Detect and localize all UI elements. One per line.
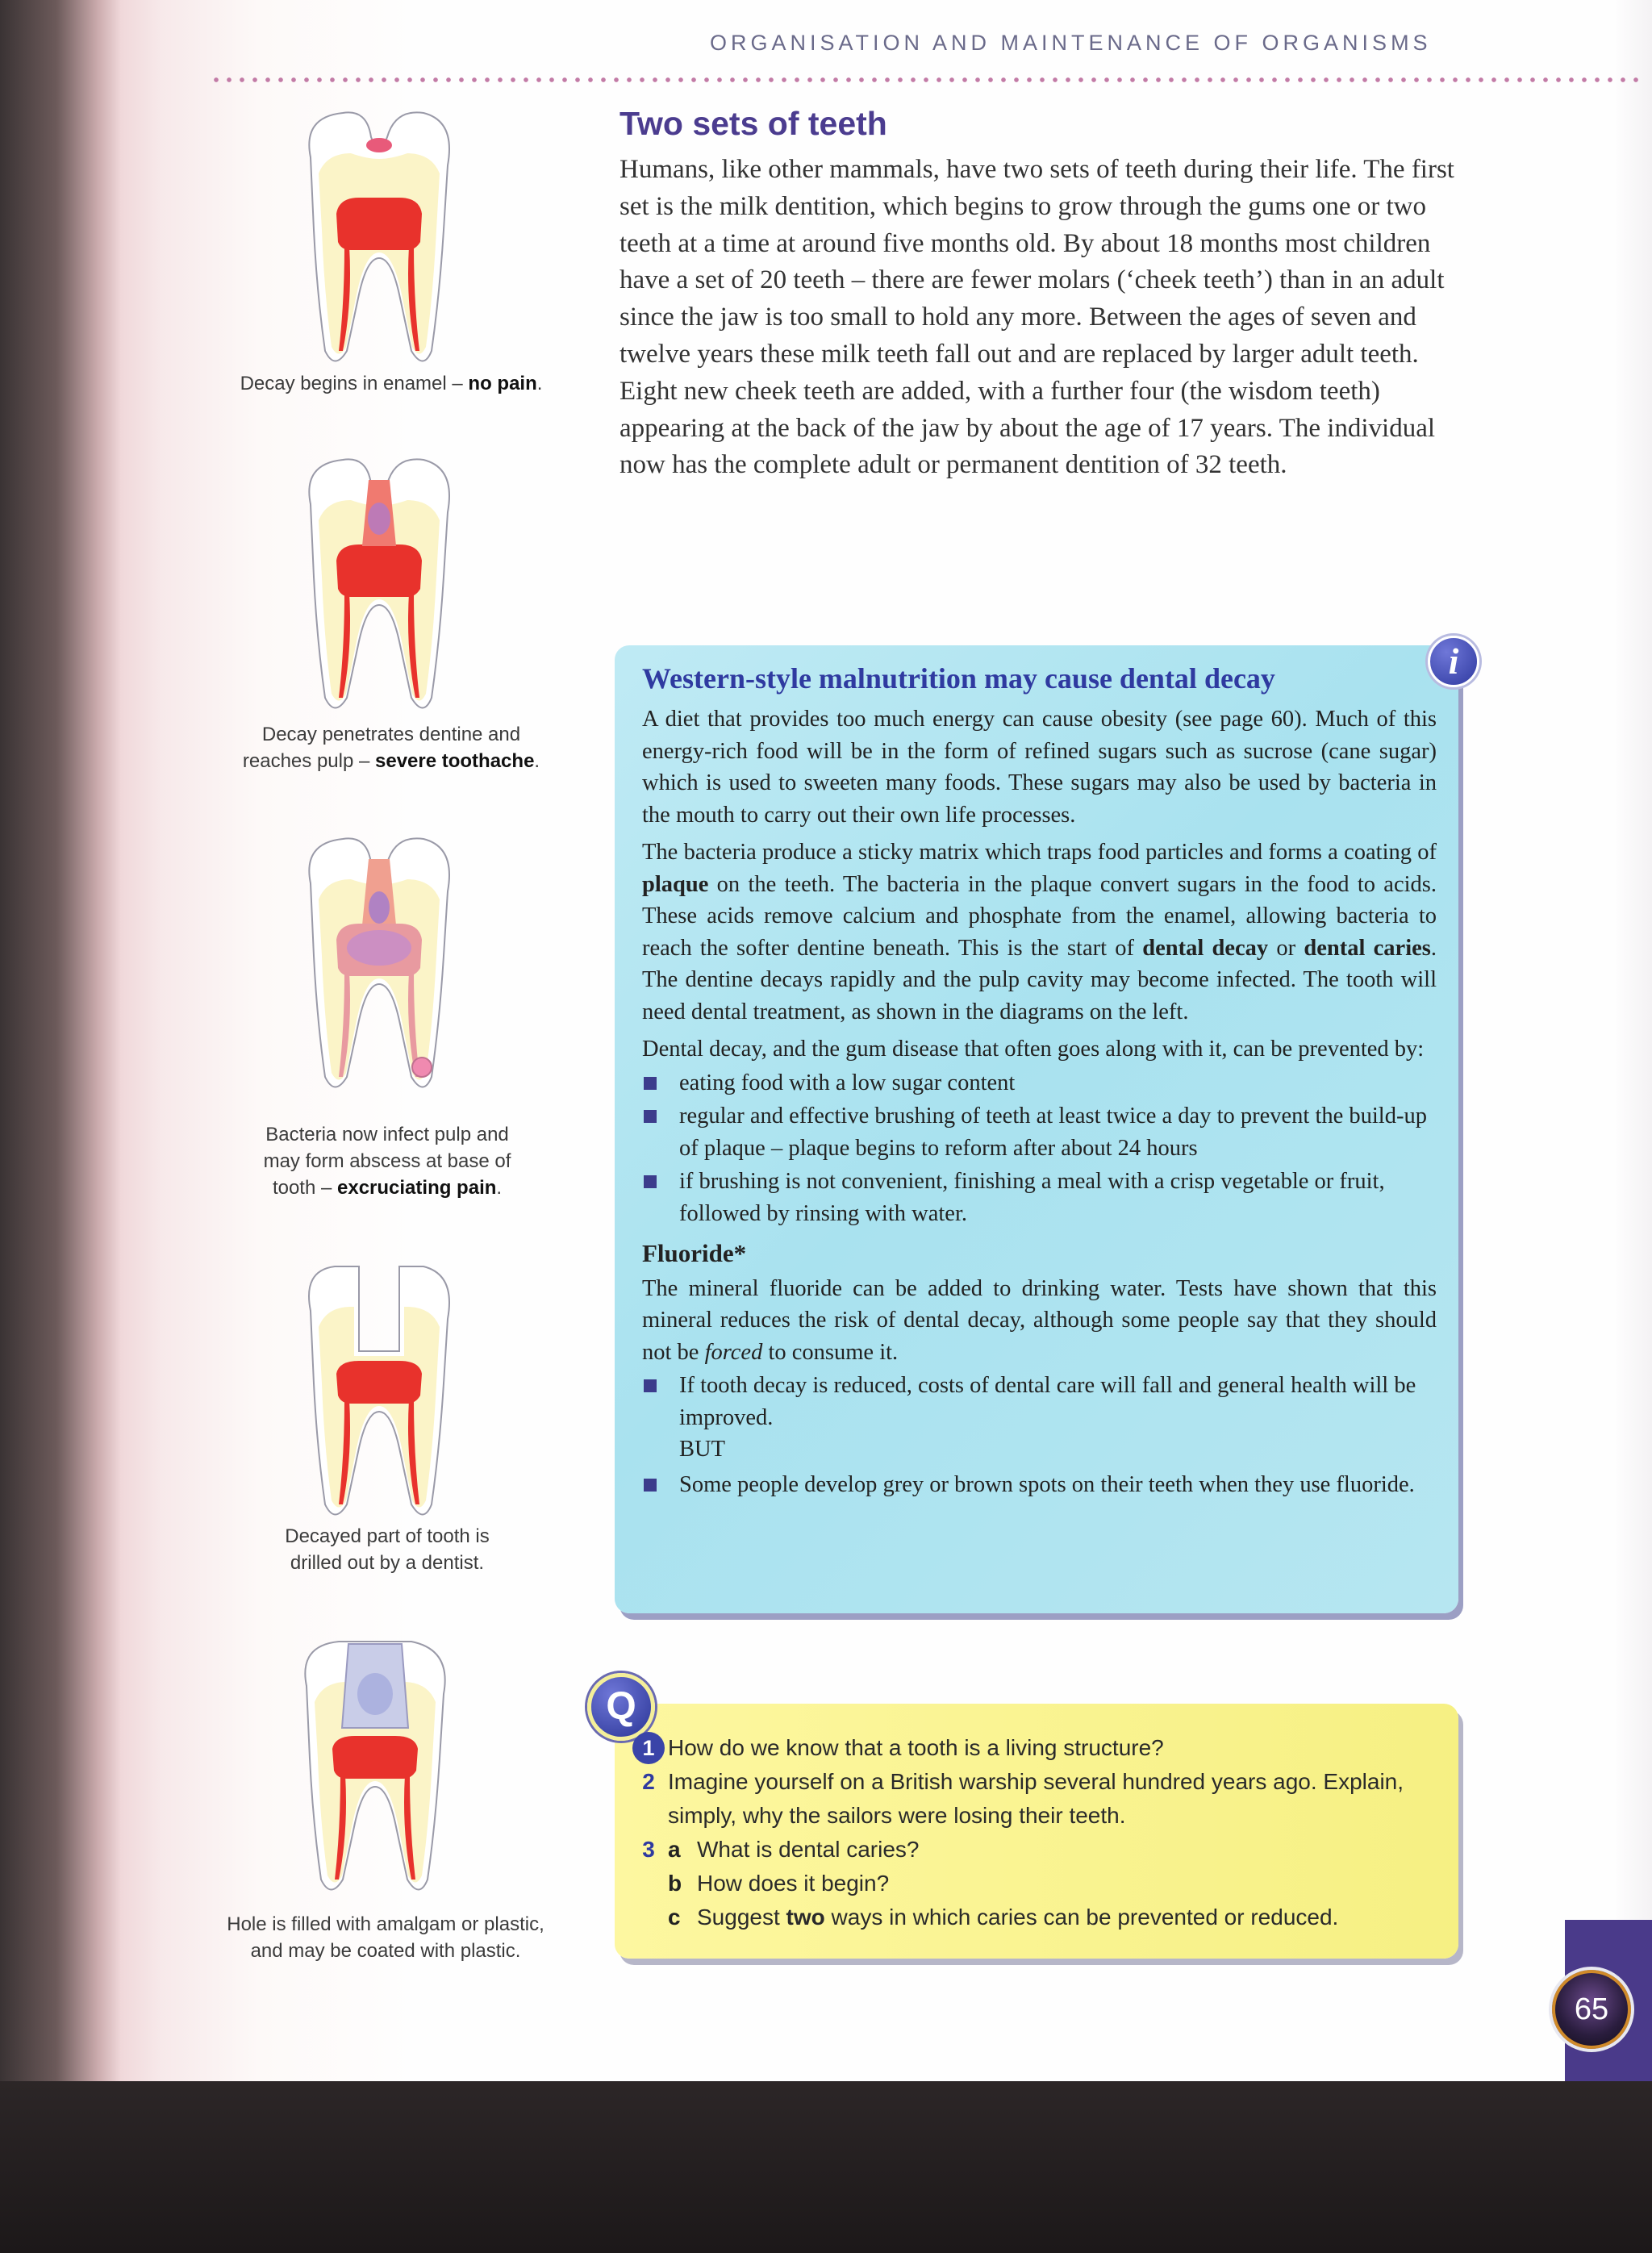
question-3b: b How does it begin? [668, 1871, 890, 1896]
list-item: If tooth decay is reduced, costs of dental care will fall and general health will be improved. [642, 1370, 1437, 1433]
caption-drilled: Decayed part of tooth is drilled out by a dentist. [285, 1525, 490, 1574]
section-title: Two sets of teeth [620, 105, 887, 142]
info-box-title: Western-style malnutrition may cause dental decay [642, 662, 1275, 695]
running-head: ORGANISATION AND MAINTENANCE OF ORGANISMS [710, 31, 1432, 55]
caption-decay-enamel: Decay begins in enamel – no pain. [240, 373, 543, 394]
caption-filled: Hole is filled with amalgam or plastic, and may be coated with plastic. [227, 1913, 544, 1962]
tooth-diagram-drilled [294, 1262, 464, 1521]
fluoride-paragraph: The mineral fluoride can be added to drinking water. Tests have shown that this mineral reduces the risk of dental decay, although some people say that they should not be forced to consume it. [642, 1275, 1437, 1365]
caption-abscess: Bacteria now infect pulp and may form abscess at base of tooth – excruciating pain. [263, 1124, 511, 1199]
question-1: 1 How do we know that a tooth is a living structure? [629, 1731, 1444, 1765]
question-icon: Q [587, 1673, 655, 1741]
tooth-diagram-filled [290, 1638, 460, 1904]
tooth-diagram-decay-pulp [294, 456, 464, 714]
list-item: if brushing is not convenient, finishing a meal with a crisp vegetable or fruit, followed by rinsing with water. [642, 1166, 1437, 1229]
questions-list [629, 1731, 1444, 1934]
info-paragraph-1: A diet that provides too much energy can cause obesity (see page 60). Much of this energy-rich food will be in the form of refined sugars such as sucrose (cane sugar) which is used to sweeten many foods. These sugars may also be used by bacteria in the mouth to carry out their own life processes. [642, 707, 1437, 828]
question-3a: 3 a What is dental caries? [642, 1837, 920, 1862]
info-paragraph-2: The bacteria produce a sticky matrix which traps food particles and forms a coating of plaque on the teeth. The bacteria in the plaque convert sugars in the food to acids. These acids remove calcium and phosphate from the enamel, allowing bacteria to reach the softer dentine beneath. This is the start of dental decay or dental caries. The dentine decays rapidly and the pulp cavity may become infected. The tooth will need dental treatment, as shown in the diagrams on the left. [642, 840, 1437, 1024]
list-item: eating food with a low sugar content [642, 1067, 1437, 1099]
fluoride-list [642, 1370, 1437, 1433]
fluoride-list-2 [642, 1469, 1437, 1501]
scan-background [0, 2081, 1652, 2253]
tooth-diagram-decay-enamel [294, 109, 464, 367]
prevention-list [642, 1067, 1437, 1230]
caption-decay-pulp: Decay penetrates dentine and reaches pulp – severe toothache. [242, 724, 540, 772]
but-label: BUT [679, 1437, 725, 1462]
info-icon: i [1428, 636, 1479, 687]
question-3c: c Suggest two ways in which caries can be prevented or reduced. [668, 1905, 1339, 1930]
info-box-body [642, 703, 1437, 1505]
list-item: regular and effective brushing of teeth at least twice a day to prevent the build-up of plaque – plaque begins to reform after about 24 hours [642, 1100, 1437, 1164]
dotted-rule [210, 77, 1646, 83]
info-paragraph-3: Dental decay, and the gum disease that often goes along with it, can be prevented by: [642, 1037, 1425, 1062]
fluoride-heading: Fluoride* [642, 1239, 747, 1267]
page-number: 65 [1549, 1967, 1634, 2052]
question-2: 2 Imagine yourself on a British warship several hundred years ago. Explain, simply, why the sailors were losing their teeth. [642, 1769, 1404, 1828]
list-item: Some people develop grey or brown spots on their teeth when they use fluoride. [642, 1469, 1437, 1501]
intro-paragraph: Humans, like other mammals, have two sets of teeth during their life. The first set is the milk dentition, which begins to grow through the gums one or two teeth at a time at around five months old. By about 18 months most children have a set of 20 teeth – there are fewer molars (‘cheek teeth’) than in an adult since the jaw is too small to hold any more. Between the ages of seven and twelve years these milk teeth fall out and are replaced by larger adult teeth. Eight new cheek teeth are added, with a further four (the wisdom teeth) appearing at the back of the jaw by about the age of 17 years. The individual now has the complete adult or permanent dentition of 32 teeth. [620, 155, 1454, 480]
tooth-diagram-abscess [294, 835, 464, 1093]
